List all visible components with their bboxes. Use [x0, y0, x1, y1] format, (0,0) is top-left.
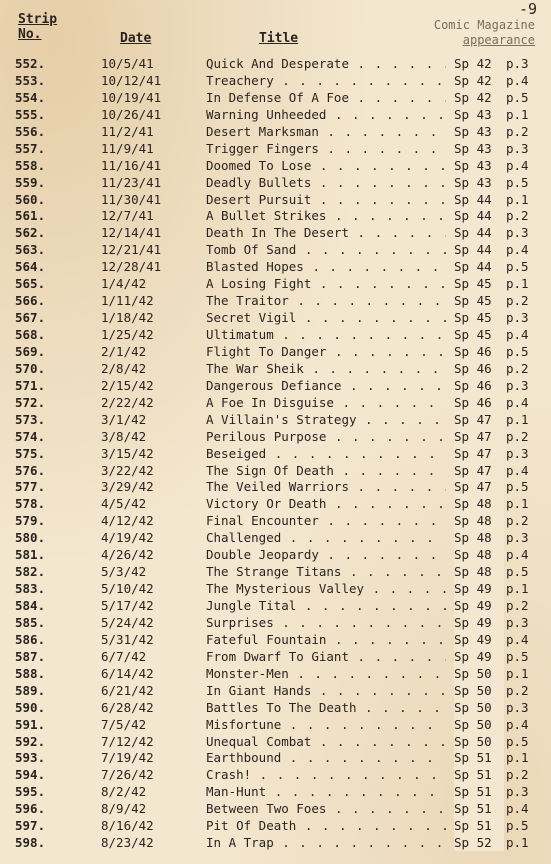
- magazine-issue: Sp 46: [454, 377, 504, 394]
- magazine-issue: Sp 48: [454, 512, 504, 529]
- strip-date: 6/14/42: [101, 665, 154, 681]
- magazine-page: p.2: [506, 767, 529, 783]
- list-item: [0, 749, 551, 766]
- strip-date: 2/15/42: [101, 377, 154, 393]
- strip-number: 584.: [15, 598, 46, 613]
- list-item: [0, 614, 551, 631]
- magazine-page: p.1: [506, 750, 529, 766]
- strip-number: 588.: [15, 665, 46, 681]
- strip-number: 556.: [15, 123, 46, 139]
- strip-title: Deadly Bullets . . .: [206, 174, 446, 191]
- magazine-page: p.2: [506, 598, 529, 613]
- list-item: [0, 800, 551, 817]
- magazine-issue: Sp 51: [454, 783, 504, 800]
- strip-date: 3/22/42: [101, 462, 154, 478]
- strip-date: 8/16/42: [101, 818, 154, 834]
- strip-date: 5/31/42: [101, 631, 154, 647]
- strip-number: 552.: [15, 56, 46, 71]
- list-item: [0, 733, 551, 750]
- magazine-page: p.4: [506, 72, 529, 88]
- strip-title: Warning Unheeded . . .: [206, 106, 446, 123]
- magazine-issue: Sp 48: [454, 495, 504, 512]
- magazine-page: p.5: [506, 564, 529, 580]
- magazine-page: p.5: [506, 259, 529, 275]
- strip-date: 1/11/42: [101, 293, 154, 309]
- strip-date: 5/24/42: [101, 614, 154, 630]
- strip-title: Crash! . . .: [206, 766, 446, 783]
- strip-title: Surprises . . .: [206, 614, 446, 631]
- strip-date: 10/12/41: [101, 72, 162, 88]
- strip-title: Battles To The Death . . .: [206, 699, 446, 716]
- magazine-page: p.3: [506, 377, 529, 393]
- list-item: [0, 394, 551, 411]
- list-item: [0, 411, 551, 428]
- strip-date: 10/5/41: [101, 56, 154, 71]
- strip-header-line-2: No.: [18, 27, 42, 42]
- strip-date: 8/23/42: [101, 835, 154, 851]
- strip-title: A Losing Fight . . .: [206, 275, 446, 292]
- strip-number: 562.: [15, 225, 46, 241]
- magazine-page: p.1: [506, 276, 529, 292]
- magazine-issue: Sp 50: [454, 665, 504, 682]
- strip-title: Death In The Desert . . .: [206, 224, 446, 241]
- magazine-page: p.4: [506, 327, 529, 342]
- magazine-page: p.4: [506, 631, 529, 647]
- list-item: [0, 631, 551, 648]
- magazine-issue: Sp 43: [454, 157, 504, 174]
- strip-number: 560.: [15, 191, 46, 207]
- strip-title: The Strange Titans . . .: [206, 563, 446, 580]
- strip-title: Challenged . . .: [206, 529, 446, 546]
- list-item: [0, 783, 551, 800]
- strip-date: 3/1/42: [101, 411, 147, 427]
- strip-title: Earthbound . . .: [206, 749, 446, 766]
- strip-title: Secret Vigil . . .: [206, 309, 446, 326]
- magazine-issue: Sp 42: [454, 55, 504, 72]
- magazine-issue: Sp 43: [454, 174, 504, 191]
- strip-title: Quick And Desperate . . .: [206, 55, 446, 72]
- strip-title: Desert Pursuit . . .: [206, 191, 446, 208]
- magazine-issue: Sp 51: [454, 800, 504, 817]
- strip-number: 586.: [15, 631, 46, 647]
- strip-title: The Mysterious Valley . . .: [206, 580, 446, 597]
- magazine-issue: Sp 47: [454, 411, 504, 428]
- strip-number: 561.: [15, 208, 46, 224]
- magazine-page: p.1: [506, 835, 529, 851]
- strip-number: 585.: [15, 614, 46, 630]
- magazine-issue: Sp 51: [454, 817, 504, 834]
- strip-date: 5/3/42: [101, 564, 147, 580]
- strip-number: 558.: [15, 157, 46, 173]
- strip-number: 581.: [15, 547, 46, 563]
- strip-title: Final Encounter . . .: [206, 512, 446, 529]
- strip-number: 579.: [15, 513, 46, 529]
- magazine-page: p.5: [506, 479, 529, 495]
- strip-date: 1/18/42: [101, 310, 154, 326]
- magazine-page: p.5: [506, 89, 529, 105]
- magazine-issue: Sp 45: [454, 309, 504, 326]
- strip-date: 12/28/41: [101, 259, 162, 275]
- magazine-page: p.3: [506, 445, 529, 461]
- strip-title: The Sign Of Death . . .: [206, 462, 446, 479]
- strip-date: 10/26/41: [101, 106, 162, 122]
- strip-title: Pit Of Death . . .: [206, 817, 446, 834]
- magazine-page: p.4: [506, 394, 529, 410]
- list-item: [0, 817, 551, 834]
- strip-number: 596.: [15, 801, 46, 817]
- list-item: [0, 546, 551, 563]
- list-item: [0, 360, 551, 377]
- strip-date: 8/9/42: [101, 801, 147, 817]
- strip-title: Doomed To Lose . . .: [206, 157, 446, 174]
- strip-number: 595.: [15, 784, 46, 800]
- magazine-issue: Sp 51: [454, 749, 504, 766]
- strip-title: Treachery . . .: [206, 72, 446, 89]
- magazine-issue: Sp 43: [454, 140, 504, 157]
- strip-number: 587.: [15, 648, 46, 664]
- strip-title: A Foe In Disguise . . .: [206, 394, 446, 411]
- strip-number: 553.: [15, 72, 46, 88]
- magazine-page: p.1: [506, 581, 529, 597]
- strip-title: Tomb Of Sand . . .: [206, 241, 446, 258]
- strip-title: Trigger Fingers . . .: [206, 140, 446, 157]
- magazine-page: p.4: [506, 157, 529, 173]
- magazine-page: p.1: [506, 496, 529, 512]
- date-header: Date: [120, 31, 152, 46]
- magazine-page: p.1: [506, 191, 529, 207]
- list-item: [0, 207, 551, 224]
- magazine-issue: Sp 47: [454, 428, 504, 445]
- magazine-page: p.3: [506, 310, 529, 326]
- magazine-page: p.1: [506, 411, 529, 427]
- strip-date: 5/17/42: [101, 598, 154, 613]
- list-item: [0, 55, 551, 72]
- strip-number: 589.: [15, 682, 46, 698]
- strip-number: 591.: [15, 716, 46, 732]
- magazine-issue: Sp 44: [454, 191, 504, 208]
- list-item: [0, 428, 551, 445]
- strip-number: 573.: [15, 411, 46, 427]
- magazine-page: p.5: [506, 733, 529, 749]
- list-item: [0, 191, 551, 208]
- list-item: [0, 72, 551, 89]
- magazine-issue: Sp 45: [454, 292, 504, 309]
- magazine-issue: Sp 47: [454, 478, 504, 495]
- magazine-page: p.3: [506, 140, 529, 156]
- comic-magazine-header: [434, 18, 535, 48]
- comic-header-line-2-text: appearance: [462, 33, 535, 47]
- strip-number: 574.: [15, 428, 46, 444]
- list-item: [0, 377, 551, 394]
- strip-date: 12/21/41: [101, 242, 162, 258]
- strip-date: 11/2/41: [101, 123, 154, 139]
- magazine-page: p.3: [506, 225, 529, 241]
- list-item: [0, 648, 551, 665]
- strip-date: 10/19/41: [101, 89, 162, 105]
- strip-number: 567.: [15, 310, 46, 326]
- list-item: [0, 224, 551, 241]
- strip-number: 568.: [15, 327, 46, 342]
- strip-title: Perilous Purpose . . .: [206, 428, 446, 445]
- list-item: [0, 326, 551, 343]
- page-number: -9: [518, 0, 537, 18]
- strip-date: 3/15/42: [101, 445, 154, 461]
- strip-date: 3/29/42: [101, 479, 154, 495]
- strip-title: In A Trap . . .: [206, 834, 446, 851]
- magazine-issue: Sp 48: [454, 563, 504, 580]
- strip-date: 11/9/41: [101, 140, 154, 156]
- strip-number: 575.: [15, 445, 46, 461]
- list-item: [0, 445, 551, 462]
- strip-number: 566.: [15, 293, 46, 309]
- strip-number: 592.: [15, 733, 46, 749]
- strip-number: 576.: [15, 462, 46, 478]
- magazine-page: p.5: [506, 174, 529, 190]
- comic-header-line-2: [434, 33, 535, 48]
- list-item: [0, 106, 551, 123]
- list-item: [0, 563, 551, 580]
- strip-title: Beseiged . . .: [206, 445, 446, 462]
- magazine-issue: Sp 49: [454, 614, 504, 631]
- strip-date: 8/2/42: [101, 784, 147, 800]
- list-item: [0, 529, 551, 546]
- magazine-issue: Sp 42: [454, 89, 504, 106]
- strip-number: 590.: [15, 699, 46, 715]
- list-item: [0, 580, 551, 597]
- list-item: [0, 140, 551, 157]
- magazine-issue: Sp 48: [454, 529, 504, 546]
- strip-date: 4/5/42: [101, 496, 147, 512]
- strip-title: Jungle Tital . . .: [206, 597, 446, 614]
- strip-title: A Bullet Strikes . . .: [206, 207, 446, 224]
- magazine-issue: Sp 50: [454, 699, 504, 716]
- magazine-issue: Sp 46: [454, 343, 504, 360]
- magazine-issue: Sp 50: [454, 733, 504, 750]
- magazine-page: p.2: [506, 682, 529, 698]
- magazine-page: p.3: [506, 56, 529, 71]
- table-header: [0, 12, 551, 60]
- magazine-issue: Sp 47: [454, 462, 504, 479]
- strip-number: 583.: [15, 581, 46, 597]
- strip-title: The Veiled Warriors . . .: [206, 478, 446, 495]
- list-item: [0, 716, 551, 733]
- magazine-issue: Sp 47: [454, 445, 504, 462]
- strip-date: 11/23/41: [101, 174, 162, 190]
- strip-title: Double Jeopardy . . .: [206, 546, 446, 563]
- magazine-page: p.3: [506, 530, 529, 546]
- magazine-issue: Sp 46: [454, 394, 504, 411]
- strip-title: The War Sheik . . .: [206, 360, 446, 377]
- strip-date: 6/28/42: [101, 699, 154, 715]
- list-item: [0, 275, 551, 292]
- strip-date: 5/10/42: [101, 581, 154, 597]
- strip-number: 572.: [15, 394, 46, 410]
- magazine-page: p.1: [506, 106, 529, 122]
- magazine-page: p.5: [506, 818, 529, 834]
- list-item: [0, 123, 551, 140]
- strip-title: Ultimatum . . .: [206, 326, 446, 343]
- strip-date: 11/30/41: [101, 191, 162, 207]
- magazine-page: p.1: [506, 665, 529, 681]
- strip-number: 570.: [15, 360, 46, 376]
- strip-date: 4/19/42: [101, 530, 154, 546]
- strip-date: 4/12/42: [101, 513, 154, 529]
- magazine-issue: Sp 43: [454, 106, 504, 123]
- magazine-page: p.2: [506, 123, 529, 139]
- strip-title: Desert Marksman . . .: [206, 123, 446, 140]
- magazine-issue: Sp 49: [454, 631, 504, 648]
- list-item: [0, 241, 551, 258]
- strip-date: 11/16/41: [101, 157, 162, 173]
- strip-date: 12/7/41: [101, 208, 154, 224]
- strip-number: 559.: [15, 174, 46, 190]
- strip-date: 4/26/42: [101, 547, 154, 563]
- magazine-issue: Sp 45: [454, 326, 504, 343]
- strip-date: 6/21/42: [101, 682, 154, 698]
- strip-title: Between Two Foes . . .: [206, 800, 446, 817]
- magazine-page: p.2: [506, 293, 529, 309]
- magazine-page: p.5: [506, 648, 529, 664]
- strip-title: Fateful Fountain . . .: [206, 631, 446, 648]
- magazine-page: p.2: [506, 360, 529, 376]
- strip-number: 598.: [15, 835, 46, 851]
- strip-number: 563.: [15, 242, 46, 258]
- strip-date: 2/8/42: [101, 360, 147, 376]
- strip-date: 12/14/41: [101, 225, 162, 241]
- magazine-page: p.3: [506, 699, 529, 715]
- strip-title: Flight To Danger . . .: [206, 343, 446, 360]
- title-header: Title: [259, 31, 299, 46]
- strip-date: 3/8/42: [101, 428, 147, 444]
- list-item: [0, 699, 551, 716]
- list-item: [0, 343, 551, 360]
- magazine-issue: Sp 52: [454, 834, 504, 851]
- list-item: [0, 478, 551, 495]
- list-item: [0, 495, 551, 512]
- magazine-page: p.2: [506, 428, 529, 444]
- comic-header-line-1: Comic Magazine: [433, 18, 535, 32]
- strip-number: 580.: [15, 530, 46, 546]
- list-item: [0, 174, 551, 191]
- magazine-page: p.5: [506, 343, 529, 359]
- magazine-issue: Sp 43: [454, 123, 504, 140]
- strip-date: 2/1/42: [101, 343, 147, 359]
- list-item: [0, 766, 551, 783]
- magazine-issue: Sp 48: [454, 546, 504, 563]
- strip-date: 7/5/42: [101, 716, 147, 732]
- magazine-issue: Sp 45: [454, 275, 504, 292]
- strip-date: 1/25/42: [101, 327, 154, 342]
- strip-number: 594.: [15, 767, 46, 783]
- magazine-issue: Sp 49: [454, 580, 504, 597]
- magazine-page: p.2: [506, 513, 529, 529]
- strip-title: Victory Or Death . . .: [206, 495, 446, 512]
- magazine-issue: Sp 44: [454, 258, 504, 275]
- magazine-page: p.4: [506, 801, 529, 817]
- magazine-issue: Sp 49: [454, 648, 504, 665]
- strip-number: 571.: [15, 377, 46, 393]
- strip-title: In Defense Of A Foe . . .: [206, 89, 446, 106]
- strip-number: 555.: [15, 106, 46, 122]
- strip-title: From Dwarf To Giant . . .: [206, 648, 446, 665]
- strip-title: The Traitor . . .: [206, 292, 446, 309]
- list-item: [0, 597, 551, 614]
- magazine-issue: Sp 44: [454, 207, 504, 224]
- strip-number: 582.: [15, 564, 46, 580]
- strip-number: 597.: [15, 818, 46, 834]
- strip-title: In Giant Hands . . .: [206, 682, 446, 699]
- list-item: [0, 258, 551, 275]
- magazine-issue: Sp 44: [454, 224, 504, 241]
- magazine-issue: Sp 46: [454, 360, 504, 377]
- strip-number: 554.: [15, 89, 46, 105]
- strip-date: 7/26/42: [101, 767, 154, 783]
- strip-title: Blasted Hopes . . .: [206, 258, 446, 275]
- strip-date: 7/12/42: [101, 733, 154, 749]
- strip-date: 1/4/42: [101, 276, 147, 292]
- strip-list: [0, 55, 551, 851]
- list-item: [0, 157, 551, 174]
- list-item: [0, 462, 551, 479]
- strip-date: 2/22/42: [101, 394, 154, 410]
- strip-title: Dangerous Defiance . . .: [206, 377, 446, 394]
- strip-number: 593.: [15, 750, 46, 766]
- strip-no-header: [18, 12, 57, 42]
- magazine-page: p.4: [506, 462, 529, 478]
- strip-title: Misfortune . . .: [206, 716, 446, 733]
- magazine-page: p.3: [506, 784, 529, 800]
- list-item: [0, 682, 551, 699]
- strip-number: 565.: [15, 276, 46, 292]
- list-item: [0, 292, 551, 309]
- magazine-issue: Sp 42: [454, 72, 504, 89]
- list-item: [0, 89, 551, 106]
- magazine-page: p.4: [506, 716, 529, 732]
- strip-date: 7/19/42: [101, 750, 154, 766]
- list-item: [0, 512, 551, 529]
- strip-title: Monster-Men . . .: [206, 665, 446, 682]
- magazine-page: p.3: [506, 614, 529, 630]
- magazine-issue: Sp 50: [454, 682, 504, 699]
- magazine-page: p.2: [506, 208, 529, 224]
- strip-number: 578.: [15, 496, 46, 512]
- magazine-issue: Sp 50: [454, 716, 504, 733]
- strip-header-line-1: Strip: [18, 12, 58, 27]
- magazine-page: p.4: [506, 242, 529, 258]
- strip-date: 6/7/42: [101, 648, 147, 664]
- strip-title: Unequal Combat . . .: [206, 733, 446, 750]
- list-item: [0, 309, 551, 326]
- strip-number: 577.: [15, 479, 46, 495]
- magazine-issue: Sp 51: [454, 766, 504, 783]
- magazine-issue: Sp 44: [454, 241, 504, 258]
- strip-title: A Villain's Strategy . . .: [206, 411, 446, 428]
- magazine-issue: Sp 49: [454, 597, 504, 614]
- list-item: [0, 834, 551, 851]
- magazine-page: p.4: [506, 547, 529, 563]
- strip-number: 569.: [15, 343, 46, 359]
- strip-number: 557.: [15, 140, 46, 156]
- strip-title: Man-Hunt . . .: [206, 783, 446, 800]
- strip-number: 564.: [15, 259, 46, 275]
- list-item: [0, 665, 551, 682]
